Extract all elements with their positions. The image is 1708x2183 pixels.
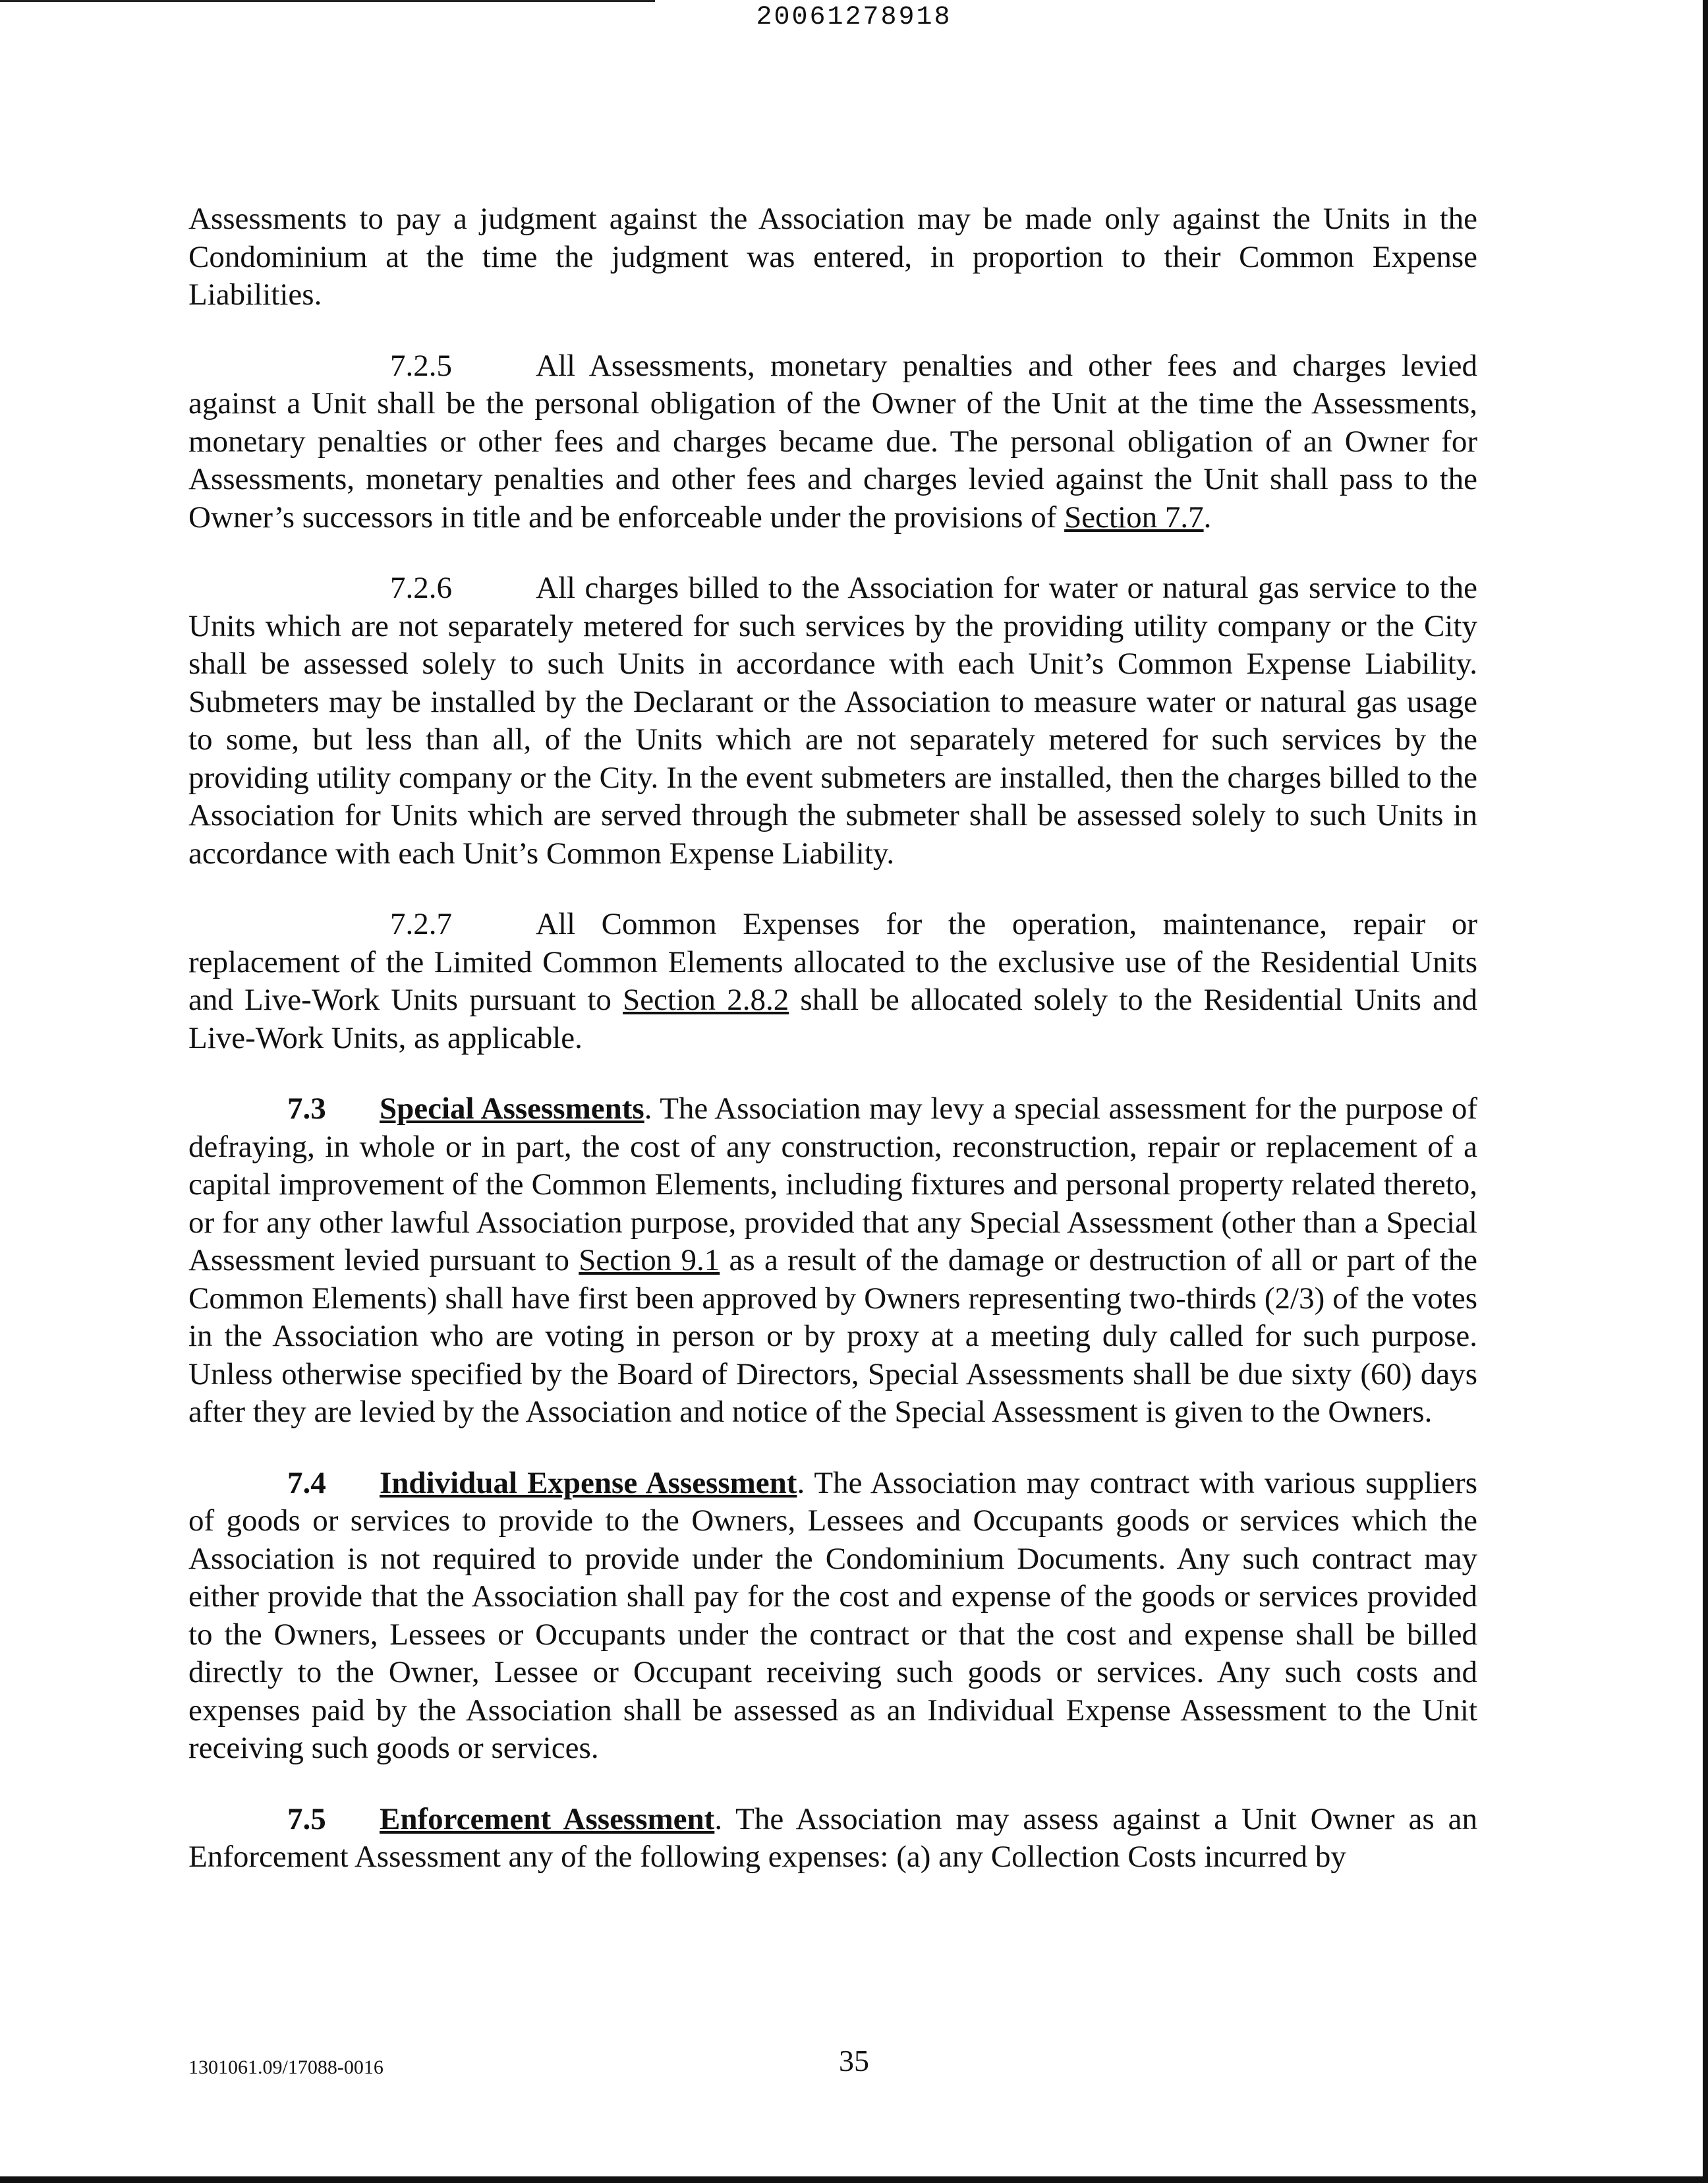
- scan-top-rule: [0, 0, 655, 2]
- section-heading: Special Assessments: [380, 1092, 644, 1126]
- document-body: [188, 200, 1477, 1909]
- paragraph-text-continued: as a result of the damage or destruction of all or part of the Common Elements) shall have first been approved by Owners representing two-thirds (2/3) of the votes in the Association who are voting in person or by proxy at a meeting duly called for such purpose. Unless otherwise specified by the Board of Directors, Special Assessments shall be due sixty (60) days after they are levied by the Association and notice of the Special Assessment is given to the Owners.: [188, 1243, 1478, 1429]
- section-reference: Section 2.8.2: [623, 983, 789, 1017]
- paragraph-continuation: [188, 200, 1477, 314]
- paragraph-7-2-6: [188, 569, 1477, 873]
- paragraph-7-5: [188, 1801, 1477, 1877]
- section-heading: Individual Expense Assessment: [380, 1465, 797, 1500]
- paragraph-7-3: [188, 1090, 1477, 1432]
- paragraph-7-4: [188, 1465, 1477, 1768]
- paragraph-text: All Common Expenses for the operation, maintenance, repair or replacement of the Limited Common Elements allocated to the exclusive use of the Residential Units and Live-Work Units pursuant to: [188, 907, 1477, 1017]
- section-number: 7.2.7: [390, 907, 452, 941]
- section-reference: Section 9.1: [579, 1243, 720, 1277]
- paragraph-text: Assessments to pay a judgment against the Association may be made only against the Units in the Condominium at the time the judgment was entered, in proportion to their Common Expense Liabilities.: [188, 202, 1477, 312]
- page-number: 35: [839, 2044, 869, 2078]
- scan-bottom-edge: [0, 2176, 1708, 2183]
- footer-document-id: 1301061.09/17088-0016: [188, 2056, 384, 2078]
- paragraph-text-continued: shall be allocated solely to the Residential Units and Live-Work Units, as applicable.: [188, 983, 1477, 1055]
- scan-right-edge: [1703, 0, 1708, 2183]
- section-number: 7.2.5: [390, 348, 452, 383]
- section-heading: Enforcement Assessment: [380, 1801, 715, 1836]
- paragraph-text: . The Association may contract with various suppliers of goods or services to provide to the Owners, Lessees and Occupants goods or services which the Association is not required to provide under the Condominium Documents. Any such contract may either provide that the Association shall pay for the cost and expense of the goods or services provided to the Owners, Lessees or Occupants under the contract or that the cost and expense shall be billed directly to the Owner, Lessee or Occupant receiving such goods or services. Any such costs and expenses paid by the Association shall be assessed as an Individual Expense Assessment to the Unit receiving such goods or services.: [188, 1465, 1477, 1765]
- section-number: 7.3: [287, 1092, 326, 1126]
- paragraph-text: All charges billed to the Association for water or natural gas service to the Units which are not separately metered for such services by the providing utility company or the City shall be assessed solely to such Units in accordance with each Unit’s Common Expense Liability. Submeters may be installed by the Declarant or the Association to measure water or natural gas usage to some, but less than all, of the Units which are not separately metered for such services by the providing utility company or the City. In the event submeters are installed, then the charges billed to the Association for Units which are served through the submeter shall be assessed solely to such Units in accordance with each Unit’s Common Expense Liability.: [188, 571, 1477, 871]
- paragraph-tail: .: [1203, 500, 1212, 535]
- paragraph-text: All Assessments, monetary penalties and other fees and charges levied against a Unit shall be the personal obligation of the Owner of the Unit at the time the Assessments, monetary penalties or other fees and charges became due. The personal obligation of an Owner for Assessments, monetary penalties and other fees and charges levied against the Unit shall pass to the Owner’s successors in title and be enforceable under the provisions of: [188, 348, 1477, 535]
- document-number: 20061278918: [756, 3, 952, 32]
- section-number: 7.2.6: [390, 571, 452, 605]
- paragraph-7-2-7: [188, 906, 1477, 1057]
- paragraph-text: . The Association may levy a special assessment for the purpose of defraying, in whole or in part, the cost of any construction, reconstruction, repair or replacement of a capital improvement of the Common Elements, including fixtures and personal property related thereto, or for any other lawful Association purpose, provided that any Special Assessment (other than a Special Assessment levied pursuant to: [188, 1092, 1477, 1277]
- section-reference: Section 7.7: [1064, 500, 1204, 535]
- paragraph-text: . The Association may assess against a Unit Owner as an Enforcement Assessment any of the following expenses: (a) any Collection Costs incurred by: [188, 1801, 1477, 1874]
- paragraph-7-2-5: [188, 347, 1477, 537]
- section-number: 7.5: [287, 1801, 326, 1836]
- section-number: 7.4: [287, 1465, 326, 1500]
